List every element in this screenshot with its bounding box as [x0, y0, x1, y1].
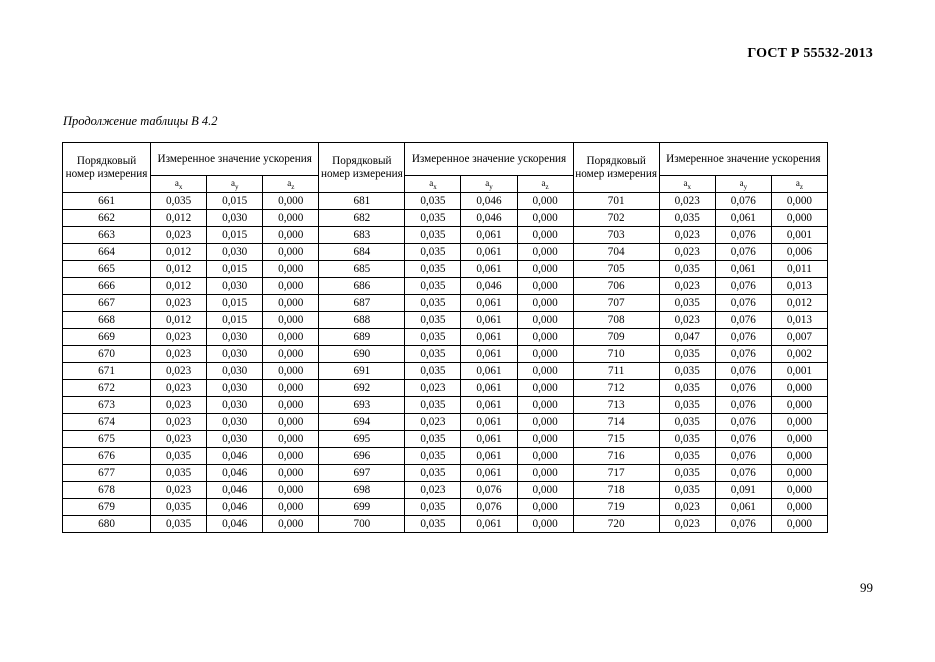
cell-acceleration: 0,035: [405, 329, 461, 346]
table-row: [63, 465, 828, 482]
cell-acceleration: 0,035: [405, 346, 461, 363]
cell-seq-number: 700: [319, 516, 405, 533]
table-row: [63, 431, 828, 448]
cell-acceleration: 0,000: [517, 431, 573, 448]
cell-acceleration: 0,013: [771, 312, 827, 329]
cell-seq-number: 714: [573, 414, 659, 431]
cell-seq-number: 665: [63, 261, 151, 278]
cell-acceleration: 0,035: [405, 312, 461, 329]
cell-acceleration: 0,012: [151, 312, 207, 329]
cell-acceleration: 0,002: [771, 346, 827, 363]
cell-acceleration: 0,000: [263, 210, 319, 227]
cell-acceleration: 0,035: [659, 465, 715, 482]
cell-acceleration: 0,000: [263, 329, 319, 346]
cell-acceleration: 0,000: [263, 278, 319, 295]
cell-seq-number: 711: [573, 363, 659, 380]
cell-seq-number: 686: [319, 278, 405, 295]
cell-acceleration: 0,076: [715, 244, 771, 261]
cell-acceleration: 0,023: [659, 244, 715, 261]
header-axis-z: $a_z$: [517, 176, 573, 193]
cell-acceleration: 0,000: [517, 363, 573, 380]
cell-acceleration: 0,000: [517, 380, 573, 397]
cell-seq-number: 689: [319, 329, 405, 346]
cell-acceleration: 0,000: [771, 193, 827, 210]
cell-acceleration: 0,015: [207, 295, 263, 312]
cell-acceleration: 0,000: [517, 516, 573, 533]
cell-acceleration: 0,035: [405, 516, 461, 533]
cell-acceleration: 0,035: [659, 431, 715, 448]
cell-seq-number: 673: [63, 397, 151, 414]
cell-acceleration: 0,015: [207, 227, 263, 244]
cell-acceleration: 0,000: [263, 465, 319, 482]
cell-acceleration: 0,000: [771, 397, 827, 414]
cell-acceleration: 0,000: [517, 397, 573, 414]
cell-acceleration: 0,076: [461, 499, 517, 516]
cell-seq-number: 680: [63, 516, 151, 533]
cell-seq-number: 703: [573, 227, 659, 244]
table-row: [63, 380, 828, 397]
cell-seq-number: 715: [573, 431, 659, 448]
cell-acceleration: 0,046: [207, 465, 263, 482]
cell-acceleration: 0,035: [659, 261, 715, 278]
cell-seq-number: 720: [573, 516, 659, 533]
cell-acceleration: 0,023: [151, 295, 207, 312]
cell-acceleration: 0,035: [405, 210, 461, 227]
cell-acceleration: 0,000: [263, 482, 319, 499]
header-axis-x: $a_x$: [659, 176, 715, 193]
cell-acceleration: 0,061: [715, 499, 771, 516]
header-axis-y: $a_y$: [715, 176, 771, 193]
cell-acceleration: 0,030: [207, 397, 263, 414]
cell-acceleration: 0,023: [659, 278, 715, 295]
cell-acceleration: 0,061: [715, 210, 771, 227]
cell-acceleration: 0,000: [517, 329, 573, 346]
cell-acceleration: 0,035: [659, 346, 715, 363]
cell-acceleration: 0,015: [207, 193, 263, 210]
cell-acceleration: 0,000: [517, 295, 573, 312]
cell-acceleration: 0,035: [405, 193, 461, 210]
cell-acceleration: 0,061: [715, 261, 771, 278]
table-row: [63, 193, 828, 210]
table-row: [63, 227, 828, 244]
cell-seq-number: 696: [319, 448, 405, 465]
cell-acceleration: 0,061: [461, 295, 517, 312]
table-row: [63, 363, 828, 380]
cell-acceleration: 0,000: [263, 431, 319, 448]
cell-acceleration: 0,035: [659, 414, 715, 431]
cell-acceleration: 0,023: [151, 380, 207, 397]
cell-acceleration: 0,035: [659, 363, 715, 380]
cell-acceleration: 0,000: [517, 482, 573, 499]
cell-seq-number: 681: [319, 193, 405, 210]
cell-acceleration: 0,061: [461, 414, 517, 431]
cell-acceleration: 0,000: [517, 193, 573, 210]
cell-seq-number: 712: [573, 380, 659, 397]
cell-acceleration: 0,076: [715, 278, 771, 295]
cell-acceleration: 0,035: [659, 295, 715, 312]
cell-acceleration: 0,000: [771, 465, 827, 482]
cell-acceleration: 0,023: [659, 516, 715, 533]
cell-acceleration: 0,061: [461, 380, 517, 397]
cell-acceleration: 0,023: [405, 380, 461, 397]
cell-acceleration: 0,023: [151, 227, 207, 244]
cell-acceleration: 0,035: [405, 465, 461, 482]
cell-acceleration: 0,030: [207, 414, 263, 431]
cell-acceleration: 0,035: [659, 210, 715, 227]
cell-acceleration: 0,000: [517, 414, 573, 431]
cell-seq-number: 667: [63, 295, 151, 312]
cell-acceleration: 0,035: [405, 431, 461, 448]
cell-seq-number: 708: [573, 312, 659, 329]
cell-acceleration: 0,076: [715, 414, 771, 431]
table-row: [63, 295, 828, 312]
cell-acceleration: 0,030: [207, 346, 263, 363]
cell-acceleration: 0,013: [771, 278, 827, 295]
acceleration-table: [62, 142, 828, 533]
cell-acceleration: 0,076: [461, 482, 517, 499]
cell-seq-number: 677: [63, 465, 151, 482]
cell-seq-number: 713: [573, 397, 659, 414]
cell-acceleration: 0,000: [263, 227, 319, 244]
cell-acceleration: 0,035: [151, 465, 207, 482]
cell-acceleration: 0,076: [715, 380, 771, 397]
cell-seq-number: 718: [573, 482, 659, 499]
cell-seq-number: 710: [573, 346, 659, 363]
cell-seq-number: 695: [319, 431, 405, 448]
cell-seq-number: 666: [63, 278, 151, 295]
cell-acceleration: 0,000: [517, 278, 573, 295]
cell-acceleration: 0,000: [263, 516, 319, 533]
cell-acceleration: 0,023: [405, 414, 461, 431]
cell-seq-number: 675: [63, 431, 151, 448]
cell-acceleration: 0,000: [263, 193, 319, 210]
cell-acceleration: 0,000: [771, 210, 827, 227]
cell-acceleration: 0,023: [151, 363, 207, 380]
cell-acceleration: 0,023: [151, 431, 207, 448]
cell-acceleration: 0,047: [659, 329, 715, 346]
cell-acceleration: 0,007: [771, 329, 827, 346]
header-measured-value: Измеренное значение ускорения: [405, 143, 573, 176]
cell-acceleration: 0,000: [517, 465, 573, 482]
cell-acceleration: 0,023: [151, 397, 207, 414]
cell-seq-number: 674: [63, 414, 151, 431]
cell-acceleration: 0,015: [207, 261, 263, 278]
cell-acceleration: 0,000: [263, 295, 319, 312]
cell-acceleration: 0,046: [461, 278, 517, 295]
cell-acceleration: 0,023: [659, 193, 715, 210]
cell-acceleration: 0,000: [263, 261, 319, 278]
cell-acceleration: 0,030: [207, 363, 263, 380]
cell-seq-number: 706: [573, 278, 659, 295]
cell-acceleration: 0,030: [207, 210, 263, 227]
cell-acceleration: 0,000: [771, 380, 827, 397]
cell-acceleration: 0,000: [517, 448, 573, 465]
cell-acceleration: 0,076: [715, 227, 771, 244]
cell-acceleration: 0,012: [151, 261, 207, 278]
table-row: [63, 516, 828, 533]
cell-acceleration: 0,000: [771, 431, 827, 448]
cell-acceleration: 0,076: [715, 193, 771, 210]
cell-acceleration: 0,000: [263, 414, 319, 431]
cell-acceleration: 0,000: [771, 482, 827, 499]
cell-acceleration: 0,061: [461, 448, 517, 465]
header-axis-z: $a_z$: [771, 176, 827, 193]
cell-acceleration: 0,030: [207, 244, 263, 261]
header-axis-y: $a_y$: [207, 176, 263, 193]
cell-acceleration: 0,000: [771, 499, 827, 516]
cell-acceleration: 0,035: [151, 193, 207, 210]
header-measured-value: Измеренное значение ускорения: [659, 143, 827, 176]
cell-acceleration: 0,076: [715, 312, 771, 329]
table-row: [63, 210, 828, 227]
cell-seq-number: 687: [319, 295, 405, 312]
cell-acceleration: 0,046: [207, 448, 263, 465]
cell-seq-number: 702: [573, 210, 659, 227]
table-row: [63, 346, 828, 363]
cell-seq-number: 709: [573, 329, 659, 346]
cell-acceleration: 0,000: [517, 261, 573, 278]
cell-acceleration: 0,023: [151, 482, 207, 499]
cell-seq-number: 694: [319, 414, 405, 431]
cell-acceleration: 0,046: [207, 516, 263, 533]
cell-acceleration: 0,076: [715, 431, 771, 448]
cell-acceleration: 0,030: [207, 278, 263, 295]
header-axis-y: $a_y$: [461, 176, 517, 193]
cell-acceleration: 0,061: [461, 261, 517, 278]
cell-acceleration: 0,035: [151, 448, 207, 465]
cell-acceleration: 0,006: [771, 244, 827, 261]
cell-acceleration: 0,061: [461, 431, 517, 448]
cell-acceleration: 0,023: [151, 329, 207, 346]
cell-seq-number: 691: [319, 363, 405, 380]
cell-seq-number: 672: [63, 380, 151, 397]
cell-acceleration: 0,061: [461, 363, 517, 380]
cell-acceleration: 0,015: [207, 312, 263, 329]
header-seq-number: Порядковый номер измерения: [573, 143, 659, 193]
header-seq-number: Порядковый номер измерения: [63, 143, 151, 193]
cell-acceleration: 0,076: [715, 448, 771, 465]
cell-acceleration: 0,061: [461, 465, 517, 482]
cell-seq-number: 662: [63, 210, 151, 227]
cell-seq-number: 701: [573, 193, 659, 210]
cell-seq-number: 688: [319, 312, 405, 329]
cell-acceleration: 0,030: [207, 380, 263, 397]
cell-seq-number: 690: [319, 346, 405, 363]
cell-seq-number: 664: [63, 244, 151, 261]
cell-acceleration: 0,076: [715, 465, 771, 482]
cell-acceleration: 0,030: [207, 329, 263, 346]
cell-seq-number: 719: [573, 499, 659, 516]
cell-acceleration: 0,023: [659, 499, 715, 516]
cell-seq-number: 668: [63, 312, 151, 329]
cell-acceleration: 0,000: [517, 244, 573, 261]
cell-acceleration: 0,035: [405, 227, 461, 244]
cell-seq-number: 684: [319, 244, 405, 261]
cell-acceleration: 0,061: [461, 346, 517, 363]
cell-acceleration: 0,061: [461, 244, 517, 261]
cell-seq-number: 682: [319, 210, 405, 227]
cell-acceleration: 0,023: [151, 414, 207, 431]
cell-seq-number: 670: [63, 346, 151, 363]
cell-seq-number: 693: [319, 397, 405, 414]
cell-acceleration: 0,035: [405, 278, 461, 295]
cell-seq-number: 699: [319, 499, 405, 516]
cell-acceleration: 0,076: [715, 363, 771, 380]
cell-acceleration: 0,012: [151, 244, 207, 261]
cell-seq-number: 697: [319, 465, 405, 482]
cell-seq-number: 663: [63, 227, 151, 244]
cell-acceleration: 0,035: [151, 499, 207, 516]
cell-seq-number: 698: [319, 482, 405, 499]
cell-acceleration: 0,000: [771, 516, 827, 533]
cell-acceleration: 0,023: [659, 227, 715, 244]
cell-acceleration: 0,012: [151, 210, 207, 227]
cell-seq-number: 661: [63, 193, 151, 210]
table-row: [63, 448, 828, 465]
cell-acceleration: 0,076: [715, 516, 771, 533]
table-row: [63, 397, 828, 414]
table-row: [63, 244, 828, 261]
cell-seq-number: 707: [573, 295, 659, 312]
cell-acceleration: 0,035: [405, 244, 461, 261]
table-caption: Продолжение таблицы В 4.2: [63, 114, 218, 128]
cell-seq-number: 704: [573, 244, 659, 261]
cell-seq-number: 717: [573, 465, 659, 482]
cell-acceleration: 0,035: [405, 499, 461, 516]
cell-acceleration: 0,035: [405, 448, 461, 465]
cell-acceleration: 0,061: [461, 329, 517, 346]
cell-acceleration: 0,023: [405, 482, 461, 499]
table-row: [63, 278, 828, 295]
cell-acceleration: 0,000: [517, 210, 573, 227]
cell-acceleration: 0,000: [771, 414, 827, 431]
cell-acceleration: 0,023: [659, 312, 715, 329]
cell-acceleration: 0,035: [659, 482, 715, 499]
table-row: [63, 414, 828, 431]
cell-seq-number: 679: [63, 499, 151, 516]
cell-acceleration: 0,000: [517, 346, 573, 363]
cell-acceleration: 0,046: [461, 210, 517, 227]
table-row: [63, 499, 828, 516]
table-row: [63, 482, 828, 499]
cell-acceleration: 0,000: [263, 346, 319, 363]
cell-acceleration: 0,000: [263, 312, 319, 329]
cell-seq-number: 716: [573, 448, 659, 465]
cell-acceleration: 0,000: [517, 227, 573, 244]
cell-seq-number: 676: [63, 448, 151, 465]
cell-seq-number: 685: [319, 261, 405, 278]
header-seq-number: Порядковый номер измерения: [319, 143, 405, 193]
cell-acceleration: 0,035: [659, 397, 715, 414]
table-row: [63, 329, 828, 346]
cell-acceleration: 0,035: [659, 448, 715, 465]
cell-acceleration: 0,076: [715, 346, 771, 363]
cell-acceleration: 0,030: [207, 431, 263, 448]
cell-seq-number: 683: [319, 227, 405, 244]
cell-acceleration: 0,046: [461, 193, 517, 210]
cell-seq-number: 705: [573, 261, 659, 278]
cell-acceleration: 0,000: [263, 380, 319, 397]
cell-acceleration: 0,001: [771, 227, 827, 244]
cell-acceleration: 0,035: [659, 380, 715, 397]
cell-acceleration: 0,076: [715, 329, 771, 346]
header-axis-x: $a_x$: [151, 176, 207, 193]
cell-acceleration: 0,011: [771, 261, 827, 278]
cell-acceleration: 0,000: [263, 499, 319, 516]
table-row: [63, 261, 828, 278]
cell-acceleration: 0,000: [263, 363, 319, 380]
header-axis-x: $a_x$: [405, 176, 461, 193]
cell-acceleration: 0,076: [715, 397, 771, 414]
cell-acceleration: 0,012: [771, 295, 827, 312]
cell-acceleration: 0,000: [263, 244, 319, 261]
cell-acceleration: 0,035: [405, 295, 461, 312]
page-number: 99: [860, 580, 873, 595]
cell-acceleration: 0,000: [771, 448, 827, 465]
cell-acceleration: 0,035: [151, 516, 207, 533]
cell-seq-number: 678: [63, 482, 151, 499]
cell-acceleration: 0,023: [151, 346, 207, 363]
cell-acceleration: 0,061: [461, 397, 517, 414]
cell-acceleration: 0,000: [517, 312, 573, 329]
cell-acceleration: 0,001: [771, 363, 827, 380]
cell-acceleration: 0,000: [263, 397, 319, 414]
cell-acceleration: 0,061: [461, 516, 517, 533]
cell-acceleration: 0,076: [715, 295, 771, 312]
header-axis-z: $a_z$: [263, 176, 319, 193]
cell-acceleration: 0,061: [461, 312, 517, 329]
cell-seq-number: 669: [63, 329, 151, 346]
cell-acceleration: 0,091: [715, 482, 771, 499]
header-measured-value: Измеренное значение ускорения: [151, 143, 319, 176]
document-header: ГОСТ Р 55532-2013: [747, 46, 873, 61]
cell-acceleration: 0,046: [207, 499, 263, 516]
cell-seq-number: 692: [319, 380, 405, 397]
cell-acceleration: 0,035: [405, 363, 461, 380]
cell-acceleration: 0,046: [207, 482, 263, 499]
cell-seq-number: 671: [63, 363, 151, 380]
cell-acceleration: 0,000: [263, 448, 319, 465]
cell-acceleration: 0,035: [405, 397, 461, 414]
cell-acceleration: 0,061: [461, 227, 517, 244]
cell-acceleration: 0,035: [405, 261, 461, 278]
cell-acceleration: 0,012: [151, 278, 207, 295]
table-row: [63, 312, 828, 329]
cell-acceleration: 0,000: [517, 499, 573, 516]
